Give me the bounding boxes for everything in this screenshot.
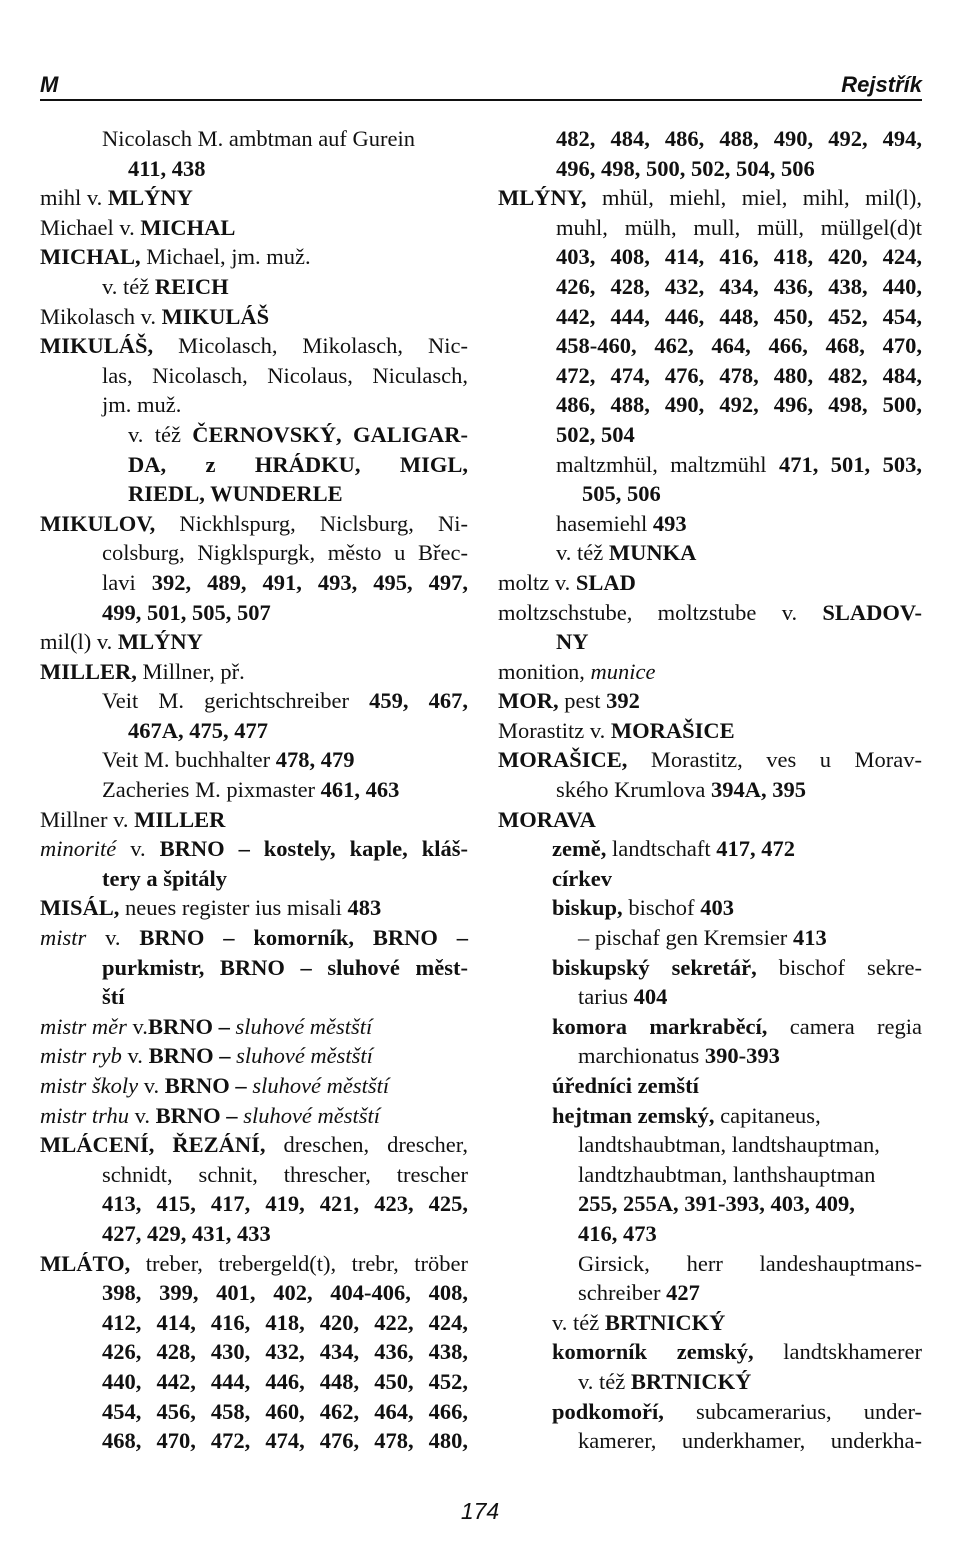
entry-text: bischof sekre- bbox=[756, 954, 923, 980]
entry-text: hasemiehl bbox=[556, 510, 653, 536]
index-line bbox=[498, 331, 922, 361]
entry-text: pest bbox=[558, 688, 607, 714]
bold-term: MUNKA bbox=[608, 540, 697, 566]
index-line bbox=[40, 1130, 468, 1160]
index-column-left bbox=[40, 124, 468, 1456]
bold-term: MLÝNY bbox=[107, 185, 193, 211]
index-line bbox=[40, 775, 468, 805]
index-line bbox=[40, 657, 468, 687]
entry-text: Millner v. bbox=[40, 806, 135, 832]
entry-text: muhl, mülh, mull, müll, müllgel(d)t bbox=[556, 214, 922, 240]
italic-term: mistr bbox=[40, 925, 87, 951]
index-line bbox=[40, 805, 468, 835]
index-line bbox=[40, 953, 468, 983]
entry-text: schnidt, schnit, threscher, trescher bbox=[102, 1161, 468, 1187]
bold-term: biskup, bbox=[552, 895, 623, 921]
entry-text: mil(l) v. bbox=[40, 629, 118, 655]
entry-text: colsburg, Nigklspurgk, město u Břec- bbox=[102, 540, 468, 566]
index-line bbox=[40, 390, 468, 420]
italic-term: sluhové městští bbox=[229, 1013, 373, 1039]
bold-term: NY bbox=[556, 629, 589, 655]
index-line bbox=[40, 1160, 468, 1190]
entry-text: Millner, př. bbox=[136, 658, 245, 684]
index-line bbox=[40, 1278, 468, 1308]
bold-term: MLÝNY, bbox=[498, 185, 587, 211]
italic-term: mistr školy bbox=[40, 1073, 139, 1098]
index-line bbox=[40, 420, 468, 450]
index-line bbox=[40, 864, 468, 894]
index-line bbox=[498, 568, 922, 598]
bold-term: úředníci zemští bbox=[552, 1073, 699, 1098]
bold-term: REICH bbox=[154, 273, 229, 299]
index-line bbox=[498, 509, 922, 539]
entry-text: v. též bbox=[556, 540, 609, 566]
index-line bbox=[40, 183, 468, 213]
bold-term: 458-460, 462, 464, 466, 468, 470, bbox=[556, 333, 922, 359]
bold-term: BRNO – komorník, BRNO – bbox=[139, 925, 468, 951]
index-line bbox=[40, 1041, 468, 1071]
bold-term: MORAVA bbox=[498, 806, 596, 832]
entry-text: treber, trebergeld(t), trebr, tröber bbox=[130, 1250, 468, 1276]
entry-text: v. též bbox=[102, 273, 155, 299]
index-line bbox=[498, 657, 922, 687]
bold-term: 427 bbox=[666, 1280, 700, 1306]
entry-text: v. bbox=[121, 1043, 149, 1069]
bold-term: 505, 506 bbox=[582, 481, 661, 507]
index-line bbox=[498, 1012, 922, 1042]
index-line bbox=[40, 716, 468, 746]
index-line bbox=[498, 1189, 922, 1219]
entry-text: Morastitz v. bbox=[498, 717, 611, 743]
bold-term: MICHAL bbox=[140, 214, 236, 240]
bold-term: RIEDL, WUNDERLE bbox=[128, 481, 343, 507]
index-line bbox=[40, 361, 468, 391]
index-line bbox=[498, 213, 922, 243]
bold-term: SLADOV- bbox=[822, 599, 922, 625]
index-line bbox=[498, 716, 922, 746]
bold-term: MLÁTO, bbox=[40, 1250, 131, 1276]
index-line bbox=[498, 982, 922, 1012]
bold-term: 394A, 395 bbox=[710, 777, 806, 803]
bold-term: BRTNICKÝ bbox=[604, 1309, 726, 1335]
entry-text: Michael, jm. muž. bbox=[140, 244, 311, 270]
index-line bbox=[40, 213, 468, 243]
index-line bbox=[498, 154, 922, 184]
bold-term: 478, 479 bbox=[275, 747, 355, 773]
bold-term: BRNO – bbox=[147, 1013, 230, 1039]
index-line bbox=[498, 361, 922, 391]
bold-term: 468, 470, 472, 474, 476, 478, 480, bbox=[102, 1428, 468, 1454]
entry-text: Michael v. bbox=[40, 214, 141, 240]
index-line bbox=[498, 1278, 922, 1308]
bold-term: purkmistr, BRNO – sluhové měst- bbox=[102, 954, 468, 980]
bold-term: tery a špitály bbox=[102, 865, 227, 891]
bold-term: 442, 444, 446, 448, 450, 452, 454, bbox=[556, 303, 922, 329]
page-number: 174 bbox=[460, 1498, 500, 1524]
entry-text: tarius bbox=[578, 984, 634, 1010]
index-line bbox=[40, 598, 468, 628]
index-line bbox=[40, 686, 468, 716]
bold-term: ští bbox=[102, 984, 125, 1010]
entry-text: – pischaf gen Kremsier bbox=[578, 925, 793, 951]
index-line bbox=[498, 1130, 922, 1160]
index-line bbox=[40, 627, 468, 657]
index-line bbox=[40, 124, 468, 154]
index-line bbox=[498, 923, 922, 953]
entry-text: moltz v. bbox=[498, 569, 576, 595]
index-line bbox=[40, 1337, 468, 1367]
index-line bbox=[498, 390, 922, 420]
index-line bbox=[40, 272, 468, 302]
index-line bbox=[40, 1426, 468, 1456]
entry-text: landtzhaubtman, lanthshauptman bbox=[578, 1161, 876, 1187]
index-line bbox=[40, 568, 468, 598]
entry-text: Veit M. gerichtschreiber bbox=[102, 688, 370, 714]
index-line bbox=[40, 982, 468, 1012]
entry-text: camera regia bbox=[767, 1013, 922, 1039]
bold-term: MORAŠICE, bbox=[498, 747, 628, 773]
index-line bbox=[498, 302, 922, 332]
entry-text: landtskhamerer bbox=[753, 1339, 922, 1365]
bold-term: 412, 414, 416, 418, 420, 422, 424, bbox=[102, 1309, 468, 1335]
bold-term: MLÝNY bbox=[117, 629, 203, 655]
bold-term: 413 bbox=[792, 925, 827, 951]
entry-text: ského Krumlova bbox=[556, 777, 711, 803]
index-line bbox=[40, 1367, 468, 1397]
bold-term: církev bbox=[552, 865, 612, 891]
index-line bbox=[40, 1189, 468, 1219]
entry-text: mhül, miehl, miel, mihl, mil(l), bbox=[586, 185, 922, 211]
entry-text: v. bbox=[126, 1013, 148, 1039]
running-header-letter: M bbox=[40, 72, 59, 97]
bold-term: hejtman zemský, bbox=[552, 1102, 715, 1128]
bold-term: MIKULÁŠ, bbox=[40, 333, 154, 359]
bold-term: komora markraběcí, bbox=[552, 1013, 768, 1039]
index-line bbox=[498, 1249, 922, 1279]
bold-term: 493 bbox=[652, 510, 687, 536]
index-line bbox=[498, 893, 922, 923]
entry-text: landtschaft bbox=[606, 836, 717, 862]
bold-term: 404 bbox=[633, 984, 668, 1010]
bold-term: MILLER bbox=[134, 806, 226, 832]
bold-term: 459, 467, bbox=[369, 688, 469, 714]
bold-term: 454, 456, 458, 460, 462, 464, 466, bbox=[102, 1398, 468, 1424]
index-line bbox=[498, 864, 922, 894]
entry-text: Nicolasch M. ambtman auf Gurein bbox=[102, 126, 416, 151]
index-line bbox=[40, 479, 468, 509]
italic-term: minorité bbox=[40, 836, 117, 862]
index-line bbox=[498, 124, 922, 154]
index-line bbox=[40, 1012, 468, 1042]
entry-text: mihl v. bbox=[40, 185, 108, 211]
bold-term: 411, 438 bbox=[128, 155, 206, 181]
bold-term: komorník zemský, bbox=[552, 1339, 754, 1365]
bold-term: 426, 428, 430, 432, 434, 436, 438, bbox=[102, 1339, 468, 1365]
entry-text: neues register ius misali bbox=[119, 895, 348, 921]
index-line bbox=[498, 538, 922, 568]
entry-text: dreschen, drescher, bbox=[265, 1132, 468, 1158]
index-line bbox=[40, 331, 468, 361]
index-line bbox=[498, 627, 922, 657]
entry-text: v. bbox=[116, 836, 160, 862]
italic-term: mistr trhu bbox=[40, 1102, 129, 1128]
bold-term: 483 bbox=[347, 895, 382, 921]
entry-text: Micolasch, Mikolasch, Nic- bbox=[153, 333, 468, 359]
bold-term: biskupský sekretář, bbox=[552, 954, 757, 980]
entry-text: v. též bbox=[552, 1309, 605, 1335]
entry-text: las, Nicolasch, Nicolaus, Niculasch, bbox=[102, 362, 468, 388]
index-line bbox=[40, 302, 468, 332]
bold-term: MLÁCENÍ, ŘEZÁNÍ, bbox=[40, 1132, 266, 1158]
bold-term: ČERNOVSKÝ, GALIGAR- bbox=[192, 421, 468, 447]
index-line bbox=[498, 1071, 922, 1101]
entry-text: subcamerarius, under- bbox=[663, 1398, 922, 1424]
index-line bbox=[40, 242, 468, 272]
bold-term: MORAŠICE bbox=[610, 717, 735, 743]
index-line bbox=[40, 1101, 468, 1131]
entry-text: jm. muž. bbox=[102, 392, 182, 418]
bold-term: MISÁL, bbox=[40, 895, 120, 921]
entry-text: Nickhlspurg, Niclsburg, Ni- bbox=[155, 510, 468, 536]
index-line bbox=[498, 1101, 922, 1131]
index-line bbox=[498, 479, 922, 509]
bold-term: 502, 504 bbox=[556, 421, 635, 447]
italic-term: munice bbox=[590, 658, 656, 684]
bold-term: 416, 473 bbox=[578, 1220, 657, 1246]
entry-text: schreiber bbox=[578, 1280, 667, 1306]
index-line bbox=[40, 1397, 468, 1427]
entry-text: v. bbox=[138, 1073, 165, 1098]
bold-term: 427, 429, 431, 433 bbox=[102, 1220, 271, 1246]
entry-text: kamerer, underkhamer, underkha- bbox=[578, 1428, 922, 1454]
index-line bbox=[498, 1308, 922, 1338]
bold-term: 417, 472 bbox=[716, 836, 796, 862]
index-line bbox=[40, 154, 468, 184]
bold-term: 486, 488, 490, 492, 496, 498, 500, bbox=[556, 392, 922, 418]
bold-term: 467A, 475, 477 bbox=[128, 717, 268, 743]
index-line bbox=[498, 1160, 922, 1190]
bold-term: 255, 255A, 391-393, 403, 409, bbox=[578, 1191, 855, 1217]
index-line bbox=[498, 775, 922, 805]
bold-term: MIKULOV, bbox=[40, 510, 156, 536]
italic-term: sluhové městští bbox=[237, 1102, 381, 1128]
bold-term: MICHAL, bbox=[40, 244, 141, 270]
entry-text: capitaneus, bbox=[714, 1102, 821, 1128]
bold-term: 403 bbox=[700, 895, 734, 921]
entry-text: bischof bbox=[622, 895, 701, 921]
entry-text: v. též bbox=[578, 1368, 631, 1394]
bold-term: 392, 489, 491, 493, 495, 497, bbox=[151, 569, 468, 595]
bold-term: 392 bbox=[606, 688, 640, 714]
entry-text: monition, bbox=[498, 658, 591, 684]
index-line bbox=[498, 242, 922, 272]
bold-term: podkomoří, bbox=[552, 1398, 664, 1424]
index-line bbox=[498, 450, 922, 480]
index-line bbox=[498, 1397, 922, 1427]
index-line bbox=[498, 953, 922, 983]
bold-term: BRTNICKÝ bbox=[630, 1368, 752, 1394]
bold-term: 426, 428, 432, 434, 436, 438, 440, bbox=[556, 273, 922, 299]
bold-term: BRNO – kostely, kaple, kláš- bbox=[159, 836, 468, 862]
bold-term: 496, 498, 500, 502, 504, 506 bbox=[556, 155, 815, 181]
index-line bbox=[498, 686, 922, 716]
index-line bbox=[40, 893, 468, 923]
bold-term: DA, z HRÁDKU, MIGL, bbox=[128, 451, 468, 477]
entry-text: maltzmhül, maltzmühl bbox=[556, 451, 779, 477]
bold-term: země, bbox=[552, 836, 607, 862]
entry-text: lavi bbox=[102, 569, 152, 595]
index-line bbox=[498, 1367, 922, 1397]
bold-term: 440, 442, 444, 446, 448, 450, 452, bbox=[102, 1368, 468, 1394]
entry-text: Girsick, herr landeshauptmans- bbox=[578, 1250, 922, 1276]
index-line bbox=[40, 450, 468, 480]
index-line bbox=[40, 1219, 468, 1249]
bold-term: 472, 474, 476, 478, 480, 482, 484, bbox=[556, 362, 922, 388]
entry-text: v. též bbox=[128, 421, 193, 447]
index-line bbox=[40, 509, 468, 539]
bold-term: BRNO – bbox=[164, 1073, 247, 1098]
bold-term: MOR, bbox=[498, 688, 559, 714]
index-line bbox=[40, 923, 468, 953]
bold-term: 482, 484, 486, 488, 490, 492, 494, bbox=[556, 126, 922, 151]
bold-term: 461, 463 bbox=[320, 777, 400, 803]
entry-text: moltzschstube, moltzstube v. bbox=[498, 599, 823, 625]
index-line bbox=[498, 1219, 922, 1249]
entry-text: Mikolasch v. bbox=[40, 303, 162, 329]
bold-term: MILLER, bbox=[40, 658, 137, 684]
italic-term: mistr ryb bbox=[40, 1043, 122, 1069]
index-line bbox=[498, 1426, 922, 1456]
entry-text: v. bbox=[129, 1102, 156, 1128]
italic-term: mistr měr bbox=[40, 1013, 127, 1039]
entry-text: Veit M. buchhalter bbox=[102, 747, 276, 773]
entry-text: Zacheries M. pixmaster bbox=[102, 777, 321, 803]
bold-term: BRNO – bbox=[155, 1102, 238, 1128]
italic-term: sluhové městští bbox=[230, 1043, 373, 1069]
entry-text: Morastitz, ves u Morav- bbox=[627, 747, 922, 773]
index-line bbox=[40, 1071, 468, 1101]
bold-term: 398, 399, 401, 402, 404-406, 408, bbox=[102, 1280, 468, 1306]
entry-text: landtshaubtman, landtshauptman, bbox=[578, 1132, 880, 1158]
bold-term: 471, 501, 503, bbox=[778, 451, 922, 477]
bold-term: 390-393 bbox=[704, 1043, 780, 1069]
bold-term: SLAD bbox=[575, 569, 636, 595]
index-line bbox=[498, 1041, 922, 1071]
index-line bbox=[40, 538, 468, 568]
index-line bbox=[498, 272, 922, 302]
index-line bbox=[498, 834, 922, 864]
bold-term: MIKULÁŠ bbox=[161, 303, 270, 329]
index-line bbox=[498, 1337, 922, 1367]
bold-term: 403, 408, 414, 416, 418, 420, 424, bbox=[556, 244, 922, 270]
bold-term: 499, 501, 505, 507 bbox=[102, 599, 271, 625]
entry-text: marchionatus bbox=[578, 1043, 705, 1069]
bold-term: 413, 415, 417, 419, 421, 423, 425, bbox=[102, 1191, 468, 1217]
index-line bbox=[40, 1249, 468, 1279]
index-line bbox=[498, 420, 922, 450]
index-line bbox=[498, 805, 922, 835]
index-column-right bbox=[498, 124, 922, 1456]
index-line bbox=[498, 745, 922, 775]
index-line bbox=[40, 745, 468, 775]
index-line bbox=[40, 834, 468, 864]
entry-text: v. bbox=[86, 925, 140, 951]
index-line bbox=[498, 598, 922, 628]
header-rule bbox=[40, 99, 922, 101]
index-line bbox=[498, 183, 922, 213]
index-line bbox=[40, 1308, 468, 1338]
bold-term: BRNO – bbox=[148, 1043, 231, 1069]
running-header-title: Rejstřík bbox=[841, 72, 922, 97]
italic-term: sluhové městští bbox=[246, 1073, 390, 1098]
